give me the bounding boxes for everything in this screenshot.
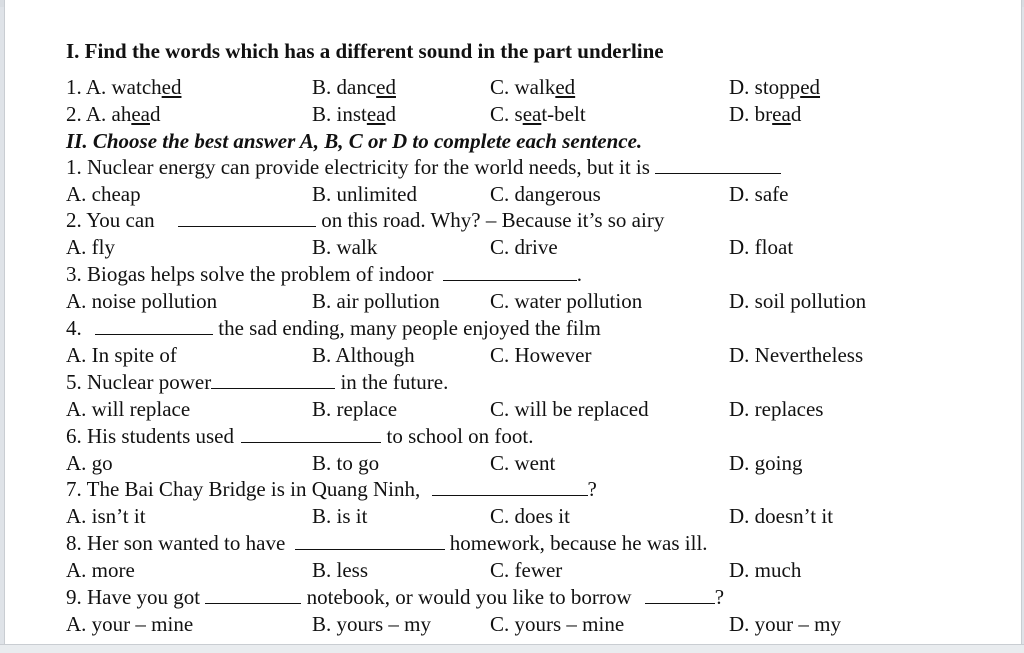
option-a: A. isn’t it [66,504,146,529]
option-a: A. go [66,450,113,475]
answer-blank [241,423,381,443]
section2-title: II. Choose the best answer A, B, C or D to complete each sentence. [66,128,643,153]
option-b: B. to go [312,450,380,475]
option-c: C. walked [490,75,576,99]
option-c: C. water pollution [490,289,643,314]
answer-blank [178,207,316,227]
question-2: 2. You can on this road. Why? – Because it’s so airy [66,208,665,233]
option-b: B. yours – my [312,611,432,636]
option-c: C. yours – mine [490,611,625,636]
answer-blank [432,476,588,496]
question-5: 5. Nuclear power in the future. [66,369,449,394]
option-c: C. dangerous [490,181,601,206]
option-b: B. replace [312,396,398,421]
sound-row-1 [66,74,966,101]
question-2-options [66,234,966,261]
option-d: D. doesn’t it [729,504,834,529]
option-b: B. is it [312,504,368,529]
option-a: A. cheap [66,181,141,206]
question-3: 3. Biogas helps solve the problem of indoor . [66,262,582,287]
option-d: D. going [729,450,803,475]
option-b: B. air pollution [312,289,440,314]
option-a: 2. A. ahead [66,101,161,126]
option-d: D. Nevertheless [729,342,864,367]
window-bottom-border [0,644,1024,653]
section1-title: I. Find the words which has a different sound in the part underline [66,39,664,63]
question-1-options [66,181,966,208]
option-c: C. will be replaced [490,396,649,421]
option-d: D. replaces [729,396,824,421]
answer-blank [95,315,213,335]
question-4: 4. the sad ending, many people enjoyed the film [66,315,601,340]
option-b: B. danced [312,75,396,99]
option-a: A. noise pollution [66,289,218,314]
option-d: D. safe [729,181,789,206]
option-c: C. drive [490,235,558,260]
question-7-options [66,503,966,530]
answer-blank [211,369,335,389]
answer-blank [655,154,781,174]
option-a: 1. A. watched [66,75,182,99]
option-b: B. instead [312,101,397,126]
option-b: B. Although [312,342,415,367]
option-c: C. fewer [490,558,563,583]
option-d: D. stopped [729,75,821,99]
option-d: D. float [729,235,794,260]
option-a: A. more [66,558,135,583]
question-9-options [66,611,966,638]
option-a: A. In spite of [66,342,177,367]
option-c: C. However [490,342,592,367]
question-5-options [66,396,966,423]
sound-row-2 [66,101,966,128]
option-a: A. your – mine [66,611,194,636]
question-3-options [66,288,966,315]
answer-blank-1 [205,584,301,604]
question-7: 7. The Bai Chay Bridge is in Quang Ninh, ? [66,477,597,502]
option-a: A. will replace [66,396,191,421]
answer-blank [443,261,577,281]
worksheet-content [66,36,966,638]
option-a: A. fly [66,235,115,260]
option-d: D. much [729,558,802,583]
option-d: D. bread [729,101,802,126]
option-d: D. your – my [729,611,841,636]
option-d: D. soil pollution [729,289,867,314]
question-8: 8. Her son wanted to have homework, because he was ill. [66,531,708,556]
question-6-options [66,450,966,477]
answer-blank [295,530,445,550]
question-6: 6. His students used to school on foot. [66,423,534,448]
option-c: C. went [490,450,556,475]
question-8-options [66,557,966,584]
answer-blank-2 [645,584,715,604]
option-b: B. less [312,558,369,583]
question-4-options [66,342,966,369]
option-c: C. seat-belt [490,101,586,126]
option-c: C. does it [490,504,570,529]
option-b: B. walk [312,235,378,260]
question-1: 1. Nuclear energy can provide electricity for the world needs, but it is [66,154,966,181]
question-9: 9. Have you got notebook, or would you like to borrow ? [66,584,725,609]
option-b: B. unlimited [312,181,417,206]
document-page [4,0,1022,645]
